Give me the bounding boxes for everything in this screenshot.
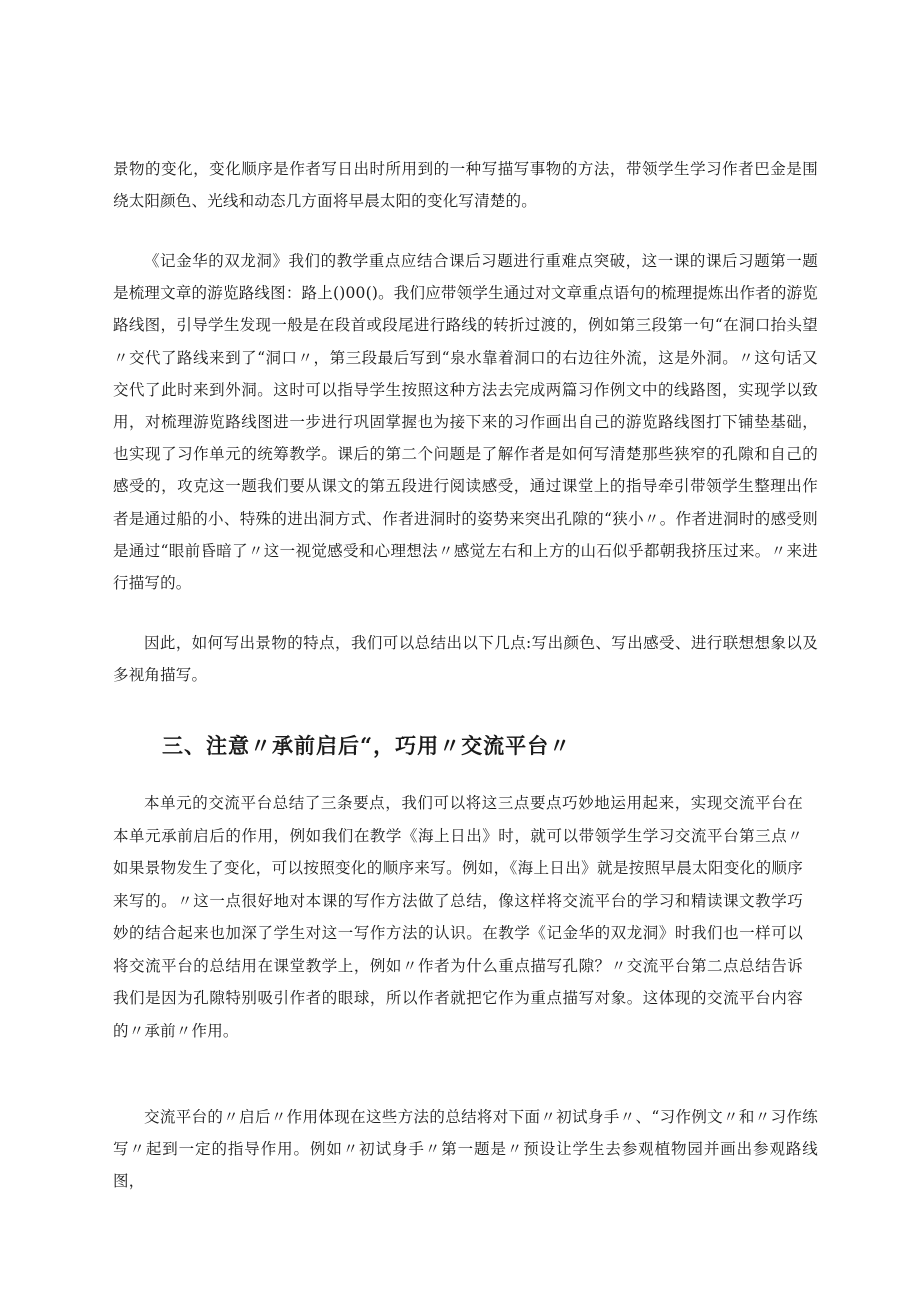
paragraph-sunrise-summary: 景物的变化，变化顺序是作者写日出时所用到的一种写描写事物的方法，带领学生学习作者巴金是围绕太阳颜色、光线和动态几方面将早晨太阳的变化写清楚的。	[113, 160, 818, 211]
paragraph-exchange-platform: 本单元的交流平台总结了三条要点，我们可以将这三点要点巧妙地运用起来，实现交流平台在本单元承前启后的作用，例如我们在教学《海上日出》时，就可以带领学生学习交流平台第三点〃如果景物发生了变化，可以按照变化的顺序来写。例如，《海上日出》就是按照早晨太阳变化的顺序来写的。〃这一点很好地对本课的写作方法做了总结，像这样将交流平台的学习和精读课文教学巧妙的结合起来也加深了学生对这一写作方法的认识。在教学《记金华的双龙洞》时我们也一样可以将交流平台的总结用在课堂教学上，例如〃作者为什么重点描写孔隙？〃交流平台第二点总结告诉我们是因为孔隙特别吸引作者的眼球，所以作者就把它作为重点描写对象。这体现的交流平台内容的〃承前〃作用。	[113, 794, 803, 1040]
paragraph-platform-follow-up: 交流平台的〃启后〃作用体现在这些方法的总结将对下面〃初试身手〃、“习作例文〃和〃习作练写〃起到一定的指导作用。例如〃初试身手〃第一题是〃预设让学生去参观植物园并画出参观路线图，	[113, 1108, 818, 1191]
section-heading-three: 三、注意〃承前启后“，巧用〃交流平台〃	[162, 733, 572, 758]
paragraph-scenery-features: 因此，如何写出景物的特点，我们可以总结出以下几点:写出颜色、写出感受、进行联想想象以及多视角描写。	[113, 634, 818, 685]
paragraph-double-dragon-cave: 《记金华的双龙洞》我们的教学重点应结合课后习题进行重难点突破，这一课的课后习题第一题是梳理文章的游览路线图：路上()00()。我们应带领学生通过对文章重点语句的梳理提炼出作者的游览路线图，引导学生发现一般是在段首或段尾进行路线的转折过渡的，例如第三段第一句“在洞口抬头望〃交代了路线来到了“洞口〃，第三段最后写到“泉水靠着洞口的右边往外流，这是外洞。〃这句话又交代了此时来到外洞。这时可以指导学生按照这种方法去完成两篇习作例文中的线路图，实现学以致用，对梳理游览路线图进一步进行巩固掌握也为接下来的习作画出自己的游览路线图打下铺垫基础，也实现了习作单元的统筹教学。课后的第二个问题是了解作者是如何写清楚那些狭窄的孔隙和自己的感受的，攻克这一题我们要从课文的第五段进行阅读感受，通过课堂上的指导牵引带领学生整理出作者是通过船的小、特殊的进出洞方式、作者进洞时的姿势来突出孔隙的“狭小〃。作者进洞时的感受则是通过“眼前昏暗了〃这一视觉感受和心理想法〃感觉左右和上方的山石似乎都朝我挤压过来。〃来进行描写的。	[113, 252, 818, 593]
